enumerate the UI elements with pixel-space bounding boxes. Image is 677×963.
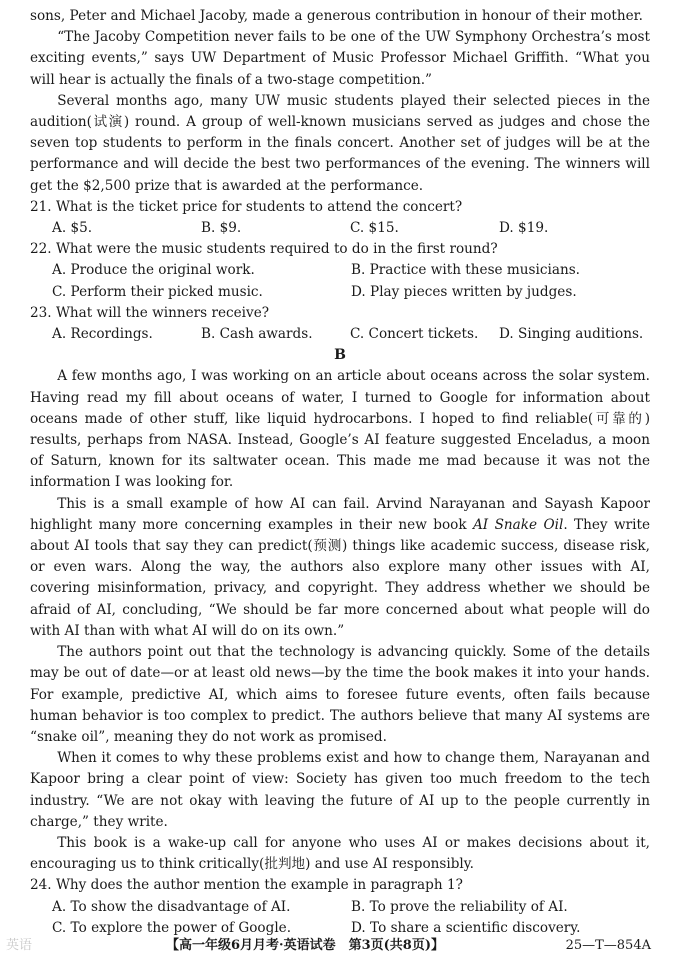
exam-title: 【高一年级6月月考·英语试卷 第3页(共8页)】 (166, 938, 444, 953)
options-row (30, 324, 650, 345)
option-d: D. Play pieces written by judges. (351, 283, 577, 300)
options-row (30, 218, 650, 239)
option-c: C. Perform their picked music. (52, 283, 263, 300)
question-stem: 24. Why does the author mention the example in paragraph 1? (30, 877, 463, 894)
paragraph-text: This is a small example of how AI can fail. Arvind Narayanan and Sayash Kapoor highlight many more concerning examples in their new book (30, 495, 650, 533)
passage-a-paragraph-1: “The Jacoby Competition never fails to be one of the UW Symphony Orchestra’s most exciting events,” says UW Department of Music Professor Michael Griffith. “What you will hear is actually the finals of a two-stage competition.” (30, 29, 650, 88)
paragraph-text: . They write about AI tools that say they can predict(预测) things like academic success, disease risk, or even wars. Along the way, the authors also explore many other issues with AI, covering misinformation, privacy, and copyright. They address whether we should be afraid of AI, concluding, “We should be far more concerned about what people will do with AI than with what AI will do on its own.” (30, 516, 651, 639)
option-a: A. Produce the original work. (52, 262, 255, 279)
subject-mark: 英语 (6, 938, 33, 953)
section-b-heading: B (334, 347, 346, 364)
exam-page (30, 6, 650, 939)
options-row (30, 282, 650, 303)
option-b: B. Practice with these musicians. (351, 262, 580, 279)
option-b: B. To prove the reliability of AI. (351, 898, 568, 915)
paper-code: 25—T—854A (565, 938, 651, 953)
book-title: AI Snake Oil (472, 516, 564, 533)
option-a: A. To show the disadvantage of AI. (52, 898, 291, 915)
passage-b-paragraph-2 (30, 494, 650, 642)
option-a: A. $5. (52, 220, 93, 237)
passage-b-paragraph-5: This book is a wake-up call for anyone who uses AI or makes decisions about it, encouraging us to think critically(批判地) and use AI responsibly. (30, 834, 650, 873)
question-22 (30, 239, 650, 303)
option-b: B. $9. (201, 220, 242, 237)
option-c: C. To explore the power of Google. (52, 919, 292, 936)
passage-b-paragraph-1: A few months ago, I was working on an article about oceans across the solar system. Having read my fill about oceans of water, I turned to Google for information about oceans made of other stuff, like liquid hydrocarbons. I hoped to find reliable(可靠的) results, perhaps from NASA. Instead, Google’s AI feature suggested Enceladus, a moon of Saturn, known for its saltwater ocean. This made me mad because it was not the information I was looking for. (30, 368, 650, 491)
option-d: D. To share a scientific discovery. (351, 919, 581, 936)
passage-b-paragraph-3: The authors point out that the technology is advancing quickly. Some of the details may be out of date—or at least old news—by the time the book makes it into your hands. For example, predictive AI, which aims to foresee future events, often fails because human behavior is too complex to predict. The authors believe that many AI systems are “snake oil”, meaning they do not work as promised. (30, 644, 650, 745)
page-footer (0, 934, 677, 958)
option-a: A. Recordings. (52, 326, 153, 343)
question-stem: 22. What were the music students required to do in the first round? (30, 241, 498, 258)
question-21 (30, 197, 650, 239)
option-c: C. $15. (350, 220, 399, 237)
question-stem: 21. What is the ticket price for students to attend the concert? (30, 198, 463, 215)
question-24 (30, 875, 650, 939)
passage-a-paragraph-0: sons, Peter and Michael Jacoby, made a generous contribution in honour of their mother. (30, 8, 644, 24)
question-stem: 23. What will the winners receive? (30, 304, 270, 321)
option-d: D. $19. (499, 220, 549, 237)
option-d: D. Singing auditions. (499, 326, 644, 343)
passage-b-paragraph-4: When it comes to why these problems exist and how to change them, Narayanan and Kapoor bring a clear point of view: Society has given too much freedom to the tech industry. “We are not okay with leaving the future of AI up to the people currently in charge,” they write. (30, 750, 650, 830)
question-23 (30, 303, 650, 345)
options-row (30, 260, 650, 281)
option-c: C. Concert tickets. (350, 326, 479, 343)
passage-a-paragraph-2: Several months ago, many UW music students played their selected pieces in the audition(试演) round. A group of well-known musicians served as judges and chose the seven top students to perform in the finals concert. Another set of judges will be at the performance and will decide the best two performances of the evening. The winners will get the $2,500 prize that is awarded at the performance. (30, 92, 650, 194)
option-b: B. Cash awards. (201, 326, 313, 343)
options-row (30, 897, 650, 918)
